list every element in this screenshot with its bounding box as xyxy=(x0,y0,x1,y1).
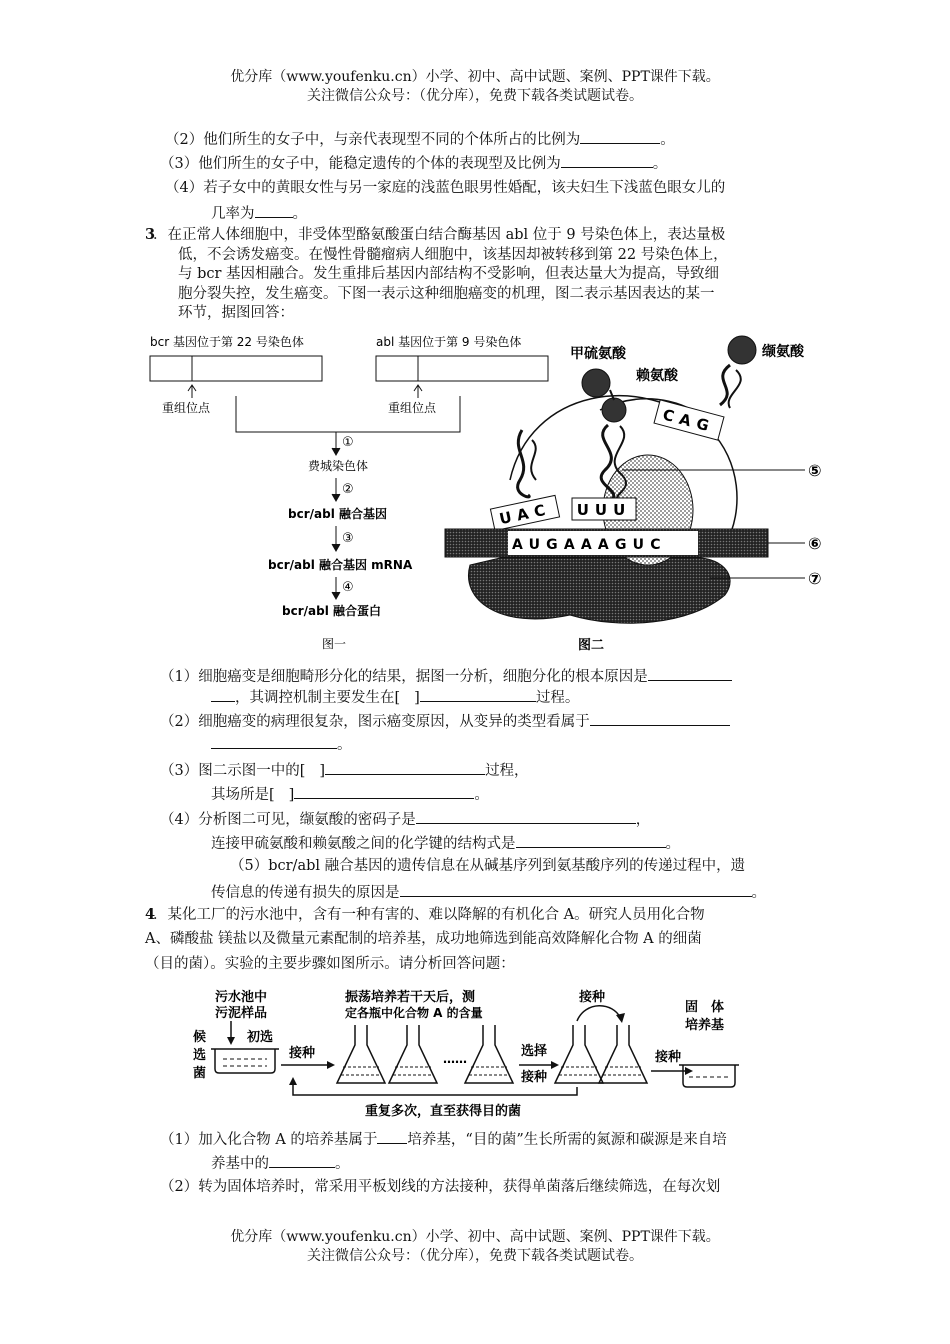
answer-blank[interactable] xyxy=(580,128,660,144)
svg-text:UAC: UAC xyxy=(497,499,553,529)
figure-2-caption: 图二 xyxy=(578,638,605,653)
ribosome-small-subunit xyxy=(468,558,730,623)
answer-blank[interactable] xyxy=(269,1152,335,1168)
q3-intro-line2: 低，不会诱发癌变。在慢性骨髓瘤病人细胞中，该基因却被转移到第 22 号染色体上， xyxy=(178,247,728,263)
transfer-arc-arrow xyxy=(577,1006,621,1021)
sample-label-1: 污水池中 xyxy=(215,990,268,1005)
philadelphia-chromosome: 费城染色体 xyxy=(308,459,369,473)
q3-answer-3b: 其场所是[ ] 。 xyxy=(211,783,489,805)
q4-intro-line3: （目的菌）。实验的主要步骤如图所示。请分析回答问题： xyxy=(145,956,515,972)
q4-screening-diagram xyxy=(185,983,745,1123)
label-5: ⑤ xyxy=(808,461,822,480)
answer-blank[interactable] xyxy=(211,733,337,749)
inoculate-label-2: 接种 xyxy=(521,1070,548,1085)
fusion-gene-mrna: bcr/abl 融合基因 mRNA xyxy=(268,558,413,572)
flask-1 xyxy=(337,1025,385,1083)
answer-blank[interactable] xyxy=(561,152,653,168)
q3-intro-line1: ．在正常人体细胞中，非受体型酪氨酸蛋白结合酶基因 abl 位于 9 号染色体上，表达量极 xyxy=(153,227,726,243)
lysine-ball xyxy=(602,398,626,422)
q3-answer-1b: ，其调控机制主要发生在[ ] 过程。 xyxy=(211,686,579,708)
q4-answer-1b: 养基中的 。 xyxy=(211,1152,350,1174)
flask-3 xyxy=(465,1025,513,1083)
primary-selection-label: 初选 xyxy=(247,1030,274,1045)
recombination-site-left: 重组位点 xyxy=(162,401,211,415)
q3-answer-4b: 连接甲硫氨酸和赖氨酸之间的化学键的结构式是 。 xyxy=(211,832,680,854)
candidate-label-2: 选 xyxy=(193,1048,207,1063)
q3-intro-line4: 胞分裂失控，发生癌变。下图一表示这种细胞癌变的机理，图二表示基因表达的某一 xyxy=(178,286,715,302)
answer-blank[interactable] xyxy=(420,686,536,702)
label-6: ⑥ xyxy=(808,534,822,553)
trna-2-anticodon xyxy=(572,498,636,520)
q3-number: 3 xyxy=(145,226,156,243)
step-1-marker: ① xyxy=(342,435,354,450)
solid-medium-label-2: 培养基 xyxy=(685,1018,725,1033)
trna-3-anticodon xyxy=(654,400,724,440)
step-4-marker: ④ xyxy=(342,580,354,595)
step-3-marker: ③ xyxy=(342,531,354,546)
trna-1-anticodon xyxy=(490,495,559,530)
inoculate-label-1: 接种 xyxy=(289,1046,316,1061)
q3-answer-3a: （3）图二示图一中的[ ] 过程， xyxy=(160,759,529,781)
shake-culture-label-2: 定各瓶中化合物 A 的含量 xyxy=(345,1006,483,1020)
repeat-label: 重复多次，直至获得目的菌 xyxy=(365,1104,522,1119)
q4-intro-line2: A、磷酸盐 镁盐以及微量元素配制的培养基，成功地筛选到能高效降解化合物 A 的细菌 xyxy=(145,931,702,947)
answer-blank[interactable] xyxy=(590,710,730,726)
page-footer-line2: 关注微信公众号：（优分库），免费下载各类试题试卷。 xyxy=(307,1248,643,1264)
step-2-marker: ② xyxy=(342,482,354,497)
flask-4 xyxy=(555,1025,603,1083)
ellipsis: …… xyxy=(443,1052,467,1066)
petri-dish-solid xyxy=(683,1065,735,1087)
q3-answer-2a: （2）细胞癌变的病理很复杂，图示癌变原因，从变异的类型看属于 xyxy=(160,710,730,732)
abl-gene-label: abl 基因位于第 9 号染色体 xyxy=(376,335,522,349)
q3-answer-5b: 传信息的传递有损失的原因是 。 xyxy=(211,881,766,903)
candidate-label-3: 菌 xyxy=(193,1066,207,1081)
q2-part3: （3）他们所生的女子中，能稳定遗传的个体的表现型及比例为 。 xyxy=(160,152,667,174)
methionine-label: 甲硫氨酸 xyxy=(570,346,626,362)
flask-5 xyxy=(599,1025,647,1083)
q3-intro-line3: 与 bcr 基因相融合。发生重排后基因内部结构不受影响，但表达量大为提高，导致细 xyxy=(178,266,720,282)
mrna-sequence: AUGAAAGUC xyxy=(512,537,667,553)
bcr-gene-label: bcr 基因位于第 22 号染色体 xyxy=(150,335,304,349)
candidate-label-1: 候 xyxy=(193,1030,207,1045)
answer-blank[interactable] xyxy=(416,808,636,824)
answer-blank[interactable] xyxy=(325,759,485,775)
inoculate-label-3: 接种 xyxy=(655,1050,682,1065)
page-header-line2: 关注微信公众号：（优分库），免费下载各类试题试卷。 xyxy=(307,88,643,104)
q4-intro-line1: ．某化工厂的污水池中，含有一种有害的、难以降解的有机化合 A。研究人员用化合物 xyxy=(153,907,705,923)
q4-number: 4 xyxy=(145,906,156,923)
recombination-site-right: 重组位点 xyxy=(388,401,437,415)
petri-dish-candidate xyxy=(215,1049,275,1073)
sample-label-2: 污泥样品 xyxy=(215,1006,268,1021)
svg-text:UUU: UUU xyxy=(576,501,632,519)
svg-text:CAG: CAG xyxy=(660,405,717,437)
bcr-chromosome-box xyxy=(150,356,322,381)
q2-part4a: （4）若子女中的黄眼女性与另一家庭的浅蓝色眼男性婚配，该夫妇生下浅蓝色眼女儿的 xyxy=(165,180,726,196)
q2-part4b: 几率为 。 xyxy=(211,202,307,224)
q3-answer-1a: （1）细胞癌变是细胞畸形分化的结果，据图一分析，细胞分化的根本原因是 xyxy=(160,665,732,687)
label-7: ⑦ xyxy=(808,569,822,588)
q2-part2: （2）他们所生的女子中，与亲代表现型不同的个体所占的比例为 。 xyxy=(165,128,675,150)
answer-blank[interactable] xyxy=(255,202,293,218)
lysine-label: 赖氨酸 xyxy=(636,368,678,384)
valine-label: 缬氨酸 xyxy=(762,344,804,360)
select-label: 选择 xyxy=(521,1044,548,1059)
shake-culture-label-1: 振荡培养若干天后，测 xyxy=(345,990,476,1005)
q4-answer-1a: （1）加入化合物 A 的培养基属于 培养基，“目的菌”生长所需的氮源和碳源是来自培 xyxy=(160,1128,727,1150)
fusion-gene: bcr/abl 融合基因 xyxy=(288,507,387,521)
answer-blank[interactable] xyxy=(294,783,474,799)
answer-blank[interactable] xyxy=(377,1128,407,1144)
solid-medium-label-1: 固 体 xyxy=(685,1000,725,1015)
answer-blank[interactable] xyxy=(211,686,235,702)
valine-ball xyxy=(728,336,756,364)
page-footer-line1: 优分库（www.youfenku.cn）小学、初中、高中试题、案例、PPT课件下载。 xyxy=(230,1229,720,1245)
answer-blank[interactable] xyxy=(400,881,752,897)
methionine-ball xyxy=(582,369,610,397)
q3-answer-5a: （5）bcr/abl 融合基因的遗传信息在从碱基序列到氨基酸序列的传递过程中，遗 xyxy=(230,858,746,874)
figure-1-caption: 图一 xyxy=(322,637,347,651)
page-header-line1: 优分库（www.youfenku.cn）小学、初中、高中试题、案例、PPT课件下载。 xyxy=(230,69,720,85)
flask-2 xyxy=(389,1025,437,1083)
figure-2-translation xyxy=(440,330,840,660)
answer-blank[interactable] xyxy=(516,832,666,848)
q3-answer-2b: 。 xyxy=(211,733,352,755)
answer-blank[interactable] xyxy=(648,665,732,681)
inoculate-label-top: 接种 xyxy=(579,990,606,1005)
fusion-protein: bcr/abl 融合蛋白 xyxy=(282,604,381,618)
q4-answer-2a: （2）转为固体培养时，常采用平板划线的方法接种，获得单菌落后继续筛选，在每次划 xyxy=(160,1179,721,1195)
q3-answer-4a: （4）分析图二可见，缬氨酸的密码子是 ， xyxy=(160,808,650,830)
q3-intro-line5: 环节，据图回答： xyxy=(178,305,294,321)
